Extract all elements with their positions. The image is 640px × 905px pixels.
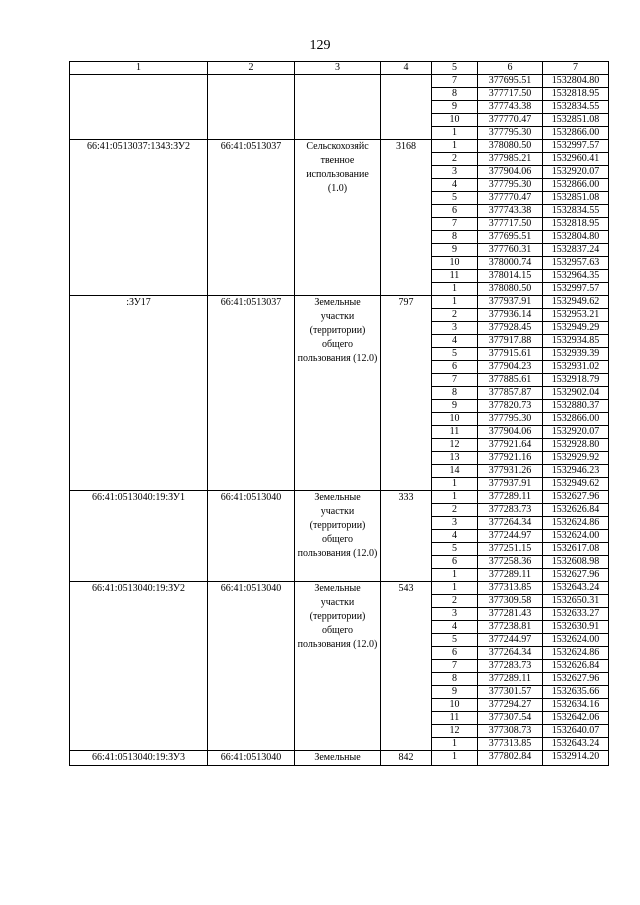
y-coordinate-cell: 1532918.79 (543, 374, 609, 387)
y-coordinate-cell: 1532866.00 (543, 413, 609, 426)
y-coordinate-cell: 1532643.24 (543, 738, 609, 751)
point-number-cell: 4 (432, 335, 478, 348)
point-number-cell: 7 (432, 374, 478, 387)
point-number-cell: 11 (432, 712, 478, 725)
x-coordinate-cell: 377301.57 (478, 686, 543, 699)
point-number-cell: 6 (432, 205, 478, 218)
y-coordinate-cell: 1532934.85 (543, 335, 609, 348)
point-number-cell: 4 (432, 179, 478, 192)
quarter-cell (208, 75, 295, 140)
point-number-cell: 2 (432, 153, 478, 166)
y-coordinate-cell: 1532880.37 (543, 400, 609, 413)
x-coordinate-cell: 377695.51 (478, 75, 543, 88)
y-coordinate-cell: 1532960.41 (543, 153, 609, 166)
x-coordinate-cell: 377885.61 (478, 374, 543, 387)
point-number-cell: 13 (432, 452, 478, 465)
x-coordinate-cell: 377802.84 (478, 751, 543, 766)
y-coordinate-cell: 1532627.96 (543, 569, 609, 582)
point-number-cell: 10 (432, 413, 478, 426)
quarter-cell: 66:41:0513037 (208, 140, 295, 296)
parcel-id-cell: 66:41:0513040:19:ЗУ2 (70, 582, 208, 751)
table-row (70, 491, 609, 504)
point-number-cell: 1 (432, 738, 478, 751)
land-use-cell: Земельные участки (территории) общего пользования (12.0) (295, 296, 381, 491)
area-cell: 842 (381, 751, 432, 766)
x-coordinate-cell: 377936.14 (478, 309, 543, 322)
y-coordinate-cell: 1532939.39 (543, 348, 609, 361)
x-coordinate-cell: 377283.73 (478, 504, 543, 517)
y-coordinate-cell: 1532949.62 (543, 296, 609, 309)
x-coordinate-cell: 377308.73 (478, 725, 543, 738)
point-number-cell: 7 (432, 218, 478, 231)
x-coordinate-cell: 377928.45 (478, 322, 543, 335)
quarter-cell: 66:41:0513040 (208, 582, 295, 751)
x-coordinate-cell: 377281.43 (478, 608, 543, 621)
area-cell (381, 75, 432, 140)
area-cell: 333 (381, 491, 432, 582)
point-number-cell: 2 (432, 595, 478, 608)
area-cell: 3168 (381, 140, 432, 296)
point-number-cell: 8 (432, 88, 478, 101)
parcel-id-cell: 66:41:0513040:19:ЗУ1 (70, 491, 208, 582)
x-coordinate-cell: 377904.06 (478, 426, 543, 439)
point-number-cell: 3 (432, 608, 478, 621)
x-coordinate-cell: 377717.50 (478, 88, 543, 101)
y-coordinate-cell: 1532630.91 (543, 621, 609, 634)
x-coordinate-cell: 378080.50 (478, 283, 543, 296)
y-coordinate-cell: 1532643.24 (543, 582, 609, 595)
y-coordinate-cell: 1532642.06 (543, 712, 609, 725)
parcel-id-cell: 66:41:0513037:1343:ЗУ2 (70, 140, 208, 296)
y-coordinate-cell: 1532953.21 (543, 309, 609, 322)
column-header: 4 (381, 62, 432, 75)
x-coordinate-cell: 377264.34 (478, 647, 543, 660)
point-number-cell: 2 (432, 504, 478, 517)
point-number-cell: 5 (432, 543, 478, 556)
area-cell: 797 (381, 296, 432, 491)
x-coordinate-cell: 377795.30 (478, 413, 543, 426)
x-coordinate-cell: 377264.34 (478, 517, 543, 530)
y-coordinate-cell: 1532928.80 (543, 439, 609, 452)
y-coordinate-cell: 1532949.62 (543, 478, 609, 491)
x-coordinate-cell: 377695.51 (478, 231, 543, 244)
x-coordinate-cell: 377931.26 (478, 465, 543, 478)
land-use-cell: Сельскохозяйс твенное использование (1.0) (295, 140, 381, 296)
y-coordinate-cell: 1532837.24 (543, 244, 609, 257)
land-use-cell (295, 75, 381, 140)
y-coordinate-cell: 1532626.84 (543, 660, 609, 673)
y-coordinate-cell: 1532626.84 (543, 504, 609, 517)
x-coordinate-cell: 377770.47 (478, 192, 543, 205)
point-number-cell: 1 (432, 582, 478, 595)
y-coordinate-cell: 1532902.04 (543, 387, 609, 400)
quarter-cell: 66:41:0513040 (208, 751, 295, 766)
y-coordinate-cell: 1532635.66 (543, 686, 609, 699)
point-number-cell: 11 (432, 270, 478, 283)
y-coordinate-cell: 1532920.07 (543, 166, 609, 179)
column-header: 3 (295, 62, 381, 75)
x-coordinate-cell: 377289.11 (478, 673, 543, 686)
land-use-cell: Земельные (295, 751, 381, 766)
point-number-cell: 3 (432, 166, 478, 179)
table-row (70, 140, 609, 153)
point-number-cell: 9 (432, 400, 478, 413)
coordinates-table (69, 61, 609, 766)
y-coordinate-cell: 1532997.57 (543, 140, 609, 153)
column-header: 6 (478, 62, 543, 75)
y-coordinate-cell: 1532804.80 (543, 75, 609, 88)
land-use-cell: Земельные участки (территории) общего пользования (12.0) (295, 491, 381, 582)
point-number-cell: 7 (432, 660, 478, 673)
x-coordinate-cell: 377795.30 (478, 127, 543, 140)
x-coordinate-cell: 377244.97 (478, 634, 543, 647)
x-coordinate-cell: 377289.11 (478, 569, 543, 582)
y-coordinate-cell: 1532957.63 (543, 257, 609, 270)
y-coordinate-cell: 1532866.00 (543, 179, 609, 192)
y-coordinate-cell: 1532964.35 (543, 270, 609, 283)
y-coordinate-cell: 1532650.31 (543, 595, 609, 608)
y-coordinate-cell: 1532997.57 (543, 283, 609, 296)
x-coordinate-cell: 377937.91 (478, 478, 543, 491)
x-coordinate-cell: 377294.27 (478, 699, 543, 712)
x-coordinate-cell: 378000.74 (478, 257, 543, 270)
point-number-cell: 1 (432, 127, 478, 140)
point-number-cell: 14 (432, 465, 478, 478)
point-number-cell: 1 (432, 296, 478, 309)
y-coordinate-cell: 1532851.08 (543, 192, 609, 205)
x-coordinate-cell: 377743.38 (478, 101, 543, 114)
x-coordinate-cell: 377904.06 (478, 166, 543, 179)
table-row (70, 751, 609, 766)
point-number-cell: 10 (432, 699, 478, 712)
y-coordinate-cell: 1532818.95 (543, 88, 609, 101)
point-number-cell: 5 (432, 634, 478, 647)
y-coordinate-cell: 1532634.16 (543, 699, 609, 712)
point-number-cell: 9 (432, 686, 478, 699)
y-coordinate-cell: 1532931.02 (543, 361, 609, 374)
point-number-cell: 4 (432, 530, 478, 543)
x-coordinate-cell: 377985.21 (478, 153, 543, 166)
point-number-cell: 8 (432, 231, 478, 244)
x-coordinate-cell: 377770.47 (478, 114, 543, 127)
y-coordinate-cell: 1532633.27 (543, 608, 609, 621)
x-coordinate-cell: 377915.61 (478, 348, 543, 361)
y-coordinate-cell: 1532851.08 (543, 114, 609, 127)
y-coordinate-cell: 1532624.00 (543, 530, 609, 543)
x-coordinate-cell: 377904.23 (478, 361, 543, 374)
x-coordinate-cell: 377307.54 (478, 712, 543, 725)
x-coordinate-cell: 377313.85 (478, 738, 543, 751)
table-row (70, 582, 609, 595)
y-coordinate-cell: 1532818.95 (543, 218, 609, 231)
y-coordinate-cell: 1532627.96 (543, 491, 609, 504)
x-coordinate-cell: 378080.50 (478, 140, 543, 153)
y-coordinate-cell: 1532608.98 (543, 556, 609, 569)
point-number-cell: 4 (432, 621, 478, 634)
x-coordinate-cell: 377289.11 (478, 491, 543, 504)
y-coordinate-cell: 1532949.29 (543, 322, 609, 335)
quarter-cell: 66:41:0513040 (208, 491, 295, 582)
y-coordinate-cell: 1532640.07 (543, 725, 609, 738)
x-coordinate-cell: 377857.87 (478, 387, 543, 400)
point-number-cell: 11 (432, 426, 478, 439)
x-coordinate-cell: 377238.81 (478, 621, 543, 634)
x-coordinate-cell: 377743.38 (478, 205, 543, 218)
y-coordinate-cell: 1532624.86 (543, 517, 609, 530)
x-coordinate-cell: 377717.50 (478, 218, 543, 231)
quarter-cell: 66:41:0513037 (208, 296, 295, 491)
table-row (70, 296, 609, 309)
x-coordinate-cell: 377283.73 (478, 660, 543, 673)
point-number-cell: 1 (432, 569, 478, 582)
point-number-cell: 1 (432, 751, 478, 766)
x-coordinate-cell: 377937.91 (478, 296, 543, 309)
x-coordinate-cell: 377921.16 (478, 452, 543, 465)
table-header-row (70, 62, 609, 75)
y-coordinate-cell: 1532834.55 (543, 101, 609, 114)
point-number-cell: 2 (432, 309, 478, 322)
point-number-cell: 6 (432, 647, 478, 660)
x-coordinate-cell: 377820.73 (478, 400, 543, 413)
column-header: 2 (208, 62, 295, 75)
point-number-cell: 12 (432, 439, 478, 452)
point-number-cell: 6 (432, 361, 478, 374)
point-number-cell: 5 (432, 348, 478, 361)
x-coordinate-cell: 377309.58 (478, 595, 543, 608)
column-header: 5 (432, 62, 478, 75)
x-coordinate-cell: 377258.36 (478, 556, 543, 569)
point-number-cell: 6 (432, 556, 478, 569)
x-coordinate-cell: 377795.30 (478, 179, 543, 192)
x-coordinate-cell: 377921.64 (478, 439, 543, 452)
x-coordinate-cell: 377313.85 (478, 582, 543, 595)
parcel-id-cell: 66:41:0513040:19:ЗУ3 (70, 751, 208, 766)
y-coordinate-cell: 1532920.07 (543, 426, 609, 439)
point-number-cell: 12 (432, 725, 478, 738)
y-coordinate-cell: 1532804.80 (543, 231, 609, 244)
point-number-cell: 7 (432, 75, 478, 88)
y-coordinate-cell: 1532929.92 (543, 452, 609, 465)
column-header: 7 (543, 62, 609, 75)
page-number: 129 (309, 38, 331, 53)
y-coordinate-cell: 1532627.96 (543, 673, 609, 686)
point-number-cell: 5 (432, 192, 478, 205)
point-number-cell: 10 (432, 257, 478, 270)
x-coordinate-cell: 378014.15 (478, 270, 543, 283)
y-coordinate-cell: 1532624.86 (543, 647, 609, 660)
x-coordinate-cell: 377244.97 (478, 530, 543, 543)
point-number-cell: 10 (432, 114, 478, 127)
point-number-cell: 1 (432, 283, 478, 296)
point-number-cell: 1 (432, 140, 478, 153)
point-number-cell: 9 (432, 101, 478, 114)
column-header: 1 (70, 62, 208, 75)
y-coordinate-cell: 1532617.08 (543, 543, 609, 556)
point-number-cell: 1 (432, 478, 478, 491)
y-coordinate-cell: 1532914.20 (543, 751, 609, 766)
point-number-cell: 3 (432, 322, 478, 335)
point-number-cell: 3 (432, 517, 478, 530)
table-row (70, 75, 609, 88)
point-number-cell: 9 (432, 244, 478, 257)
y-coordinate-cell: 1532624.00 (543, 634, 609, 647)
x-coordinate-cell: 377251.15 (478, 543, 543, 556)
parcel-id-cell: :ЗУ17 (70, 296, 208, 491)
y-coordinate-cell: 1532866.00 (543, 127, 609, 140)
point-number-cell: 8 (432, 673, 478, 686)
x-coordinate-cell: 377917.88 (478, 335, 543, 348)
area-cell: 543 (381, 582, 432, 751)
y-coordinate-cell: 1532834.55 (543, 205, 609, 218)
land-use-cell: Земельные участки (территории) общего пользования (12.0) (295, 582, 381, 751)
x-coordinate-cell: 377760.31 (478, 244, 543, 257)
point-number-cell: 1 (432, 491, 478, 504)
parcel-id-cell (70, 75, 208, 140)
point-number-cell: 8 (432, 387, 478, 400)
y-coordinate-cell: 1532946.23 (543, 465, 609, 478)
